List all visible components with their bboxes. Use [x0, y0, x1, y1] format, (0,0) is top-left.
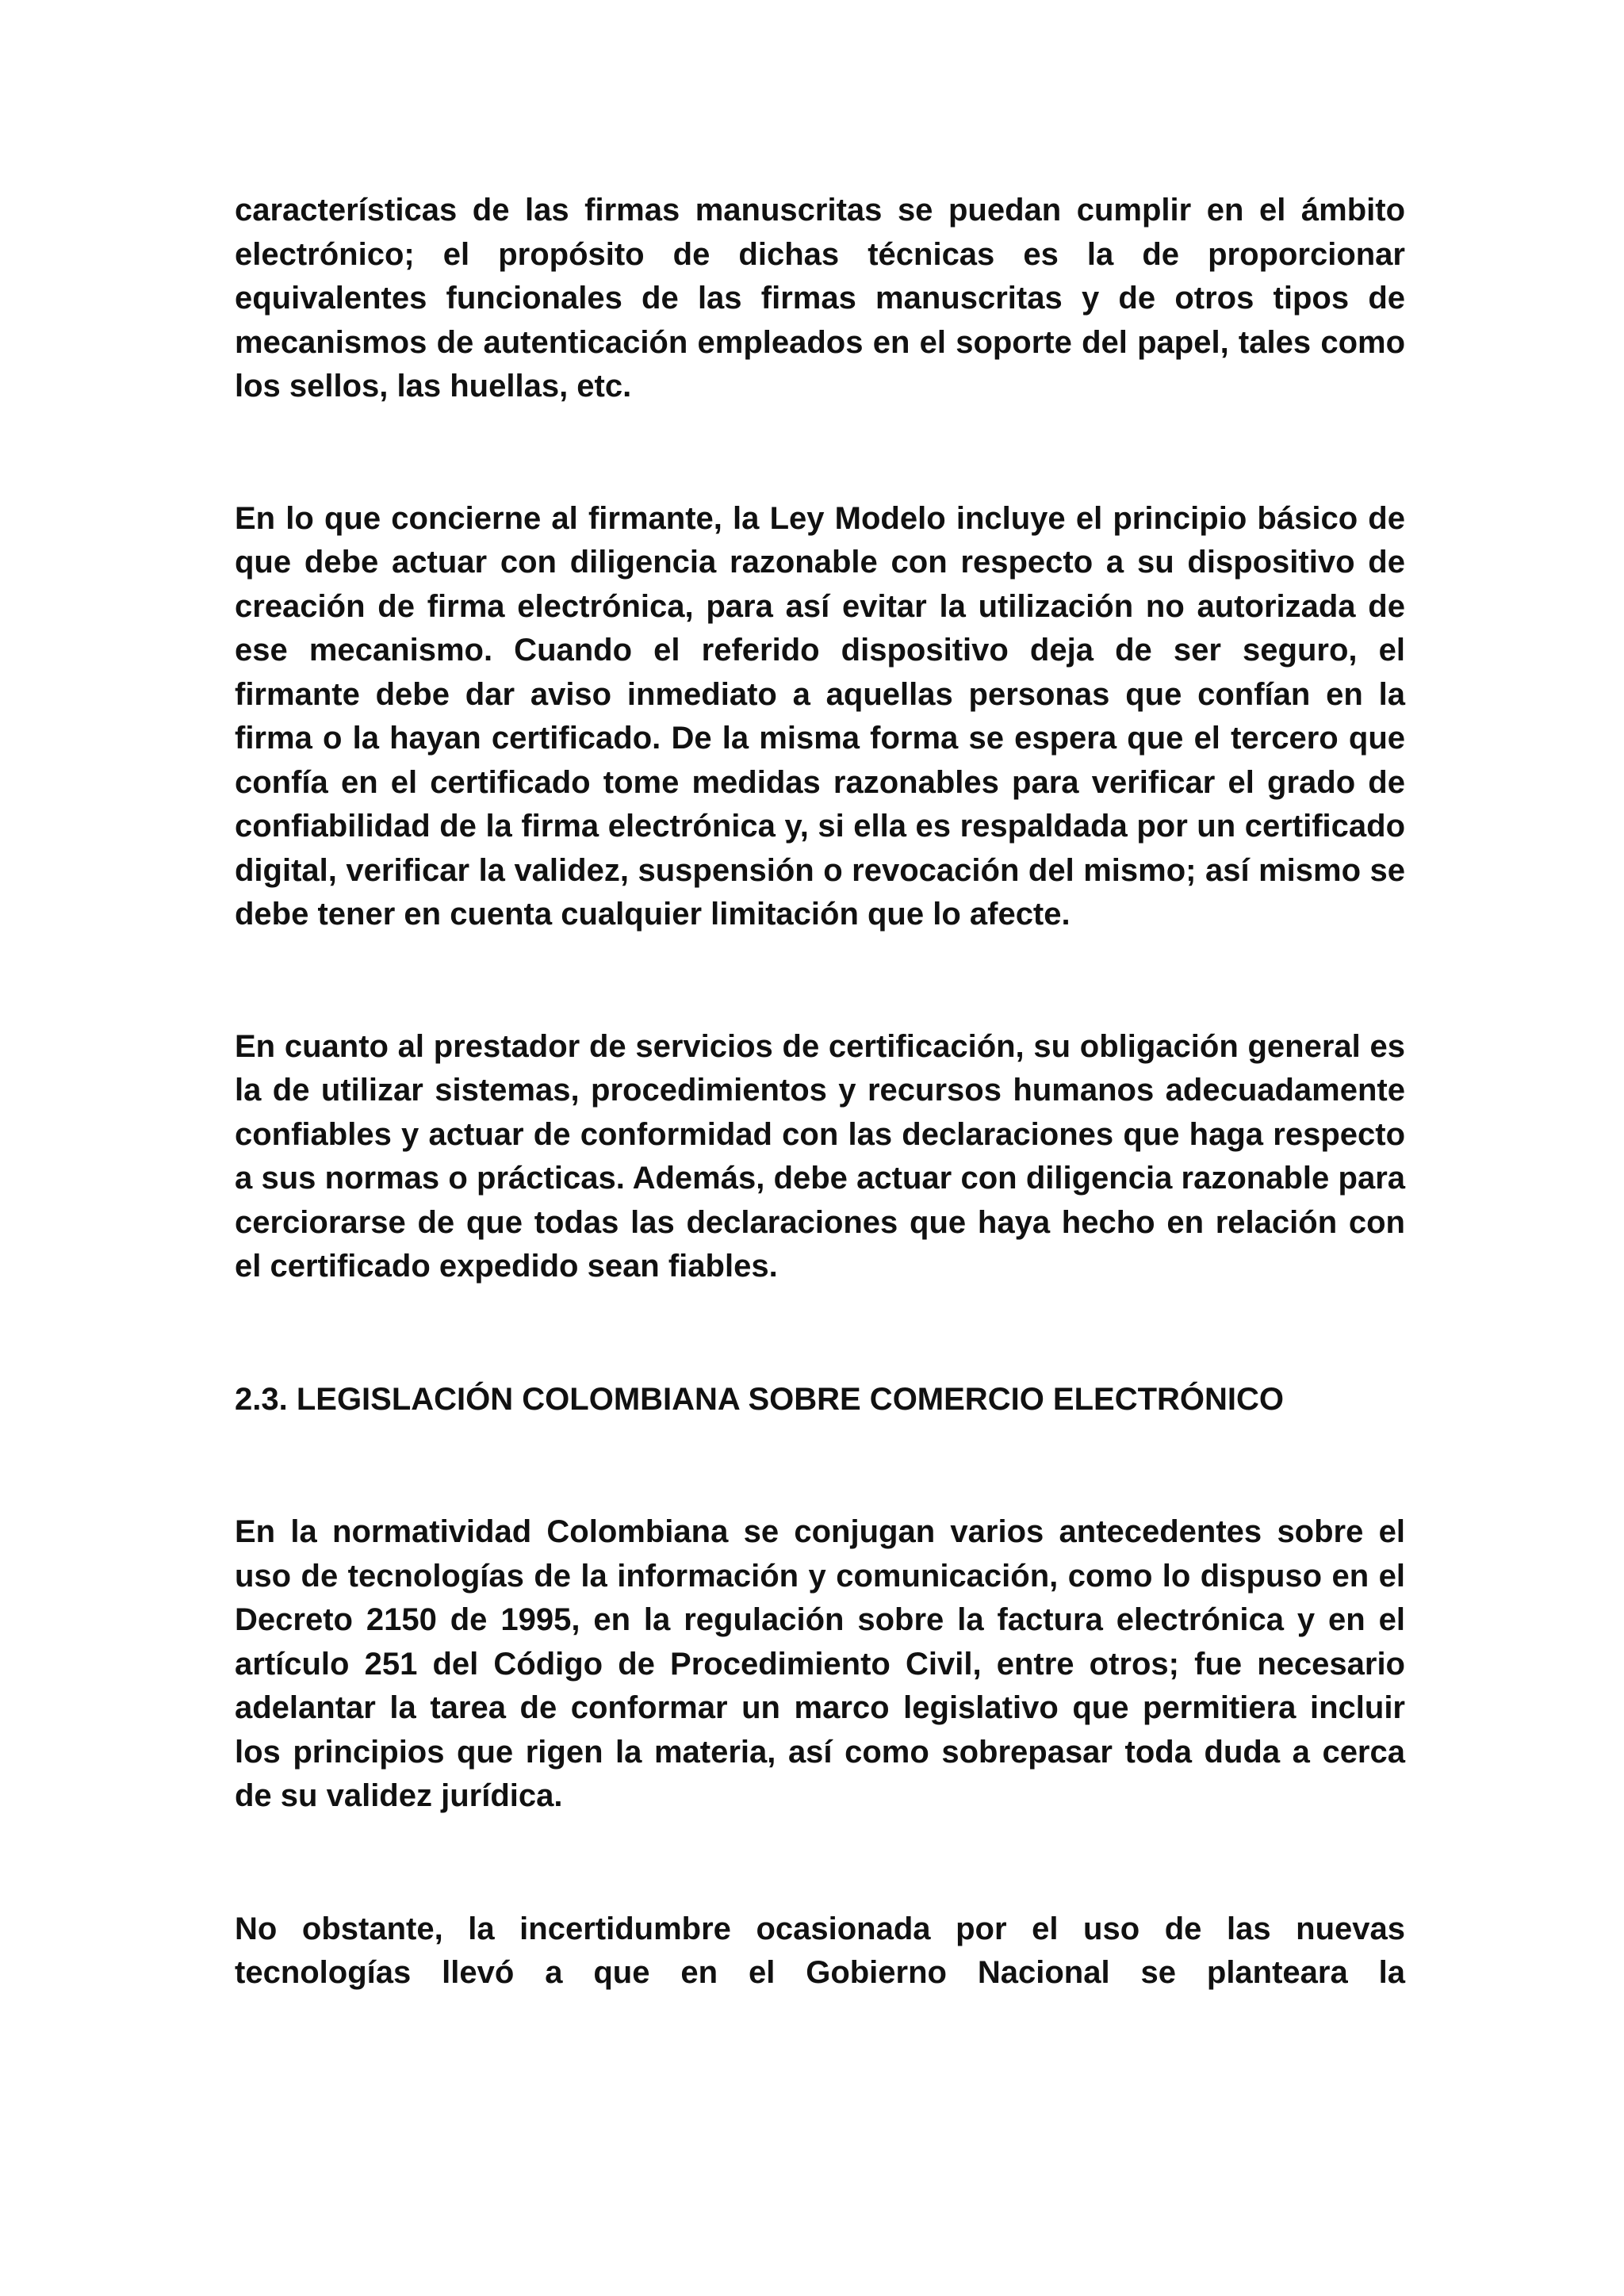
paragraph-spacer: [235, 937, 1405, 1025]
section-heading: 2.3. LEGISLACIÓN COLOMBIANA SOBRE COMERCIO ELECTRÓNICO: [235, 1381, 1285, 1417]
page-body: [235, 189, 1405, 1996]
paragraph-prestador-servicios: En cuanto al prestador de servicios de certificación, su obligación general es la de utilizar sistemas, procedimientos y recursos humanos adecuadamente confiables y actuar de conformidad con las declaraciones que haga respecto a sus normas o prácticas. Además, debe actuar con diligencia razonable para cerciorarse de que todas las declaraciones que haya hecho en relación con el certificado expedido sean fiables.: [235, 1028, 1405, 1284]
paragraph-spacer: [235, 409, 1405, 497]
paragraph-normatividad-colombiana: En la normatividad Colombiana se conjugan varios antecedentes sobre el uso de tecnologías de la información y comunicación, como lo dispuso en el Decreto 2150 de 1995, en la regulación sobre la factura electrónica y en el artículo 251 del Código de Procedimiento Civil, entre otros; fue necesario adelantar la tarea de conformar un marco legislativo que permitiera incluir los principios que rigen la materia, así como sobrepasar toda duda a cerca de su validez jurídica.: [235, 1514, 1405, 1813]
paragraph-spacer: [235, 1422, 1405, 1510]
paragraph-spacer: [235, 1289, 1405, 1378]
paragraph-no-obstante: No obstante, la incertidumbre ocasionada por el uso de las nuevas tecnologías llevó a que en el Gobierno Nacional se planteara la: [235, 1911, 1405, 1990]
paragraph-firmante: En lo que concierne al firmante, la Ley Modelo incluye el principio básico de que debe actuar con diligencia razonable con respecto a su dispositivo de creación de firma electrónica, para así evitar la utilización no autorizada de ese mecanismo. Cuando el referido dispositivo deja de ser seguro, el firmante debe dar aviso inmediato a aquellas personas que confían en la firma o la hayan certificado. De la misma forma se espera que el tercero que confía en el certificado tome medidas razonables para verificar el grado de confiabilidad de la firma electrónica y, si ella es respaldada por un certificado digital, verificar la validez, suspensión o revocación del mismo; así mismo se debe tener en cuenta cualquier limitación que lo afecte.: [235, 500, 1405, 932]
paragraph-spacer: [235, 1819, 1405, 1908]
paragraph-firmas-manuscritas: características de las firmas manuscritas se puedan cumplir en el ámbito electrónico; el propósito de dichas técnicas es la de proporcionar equivalentes funcionales de las firmas manuscritas y de otros tipos de mecanismos de autenticación empleados en el soporte del papel, tales como los sellos, las huellas, etc.: [235, 193, 1405, 404]
